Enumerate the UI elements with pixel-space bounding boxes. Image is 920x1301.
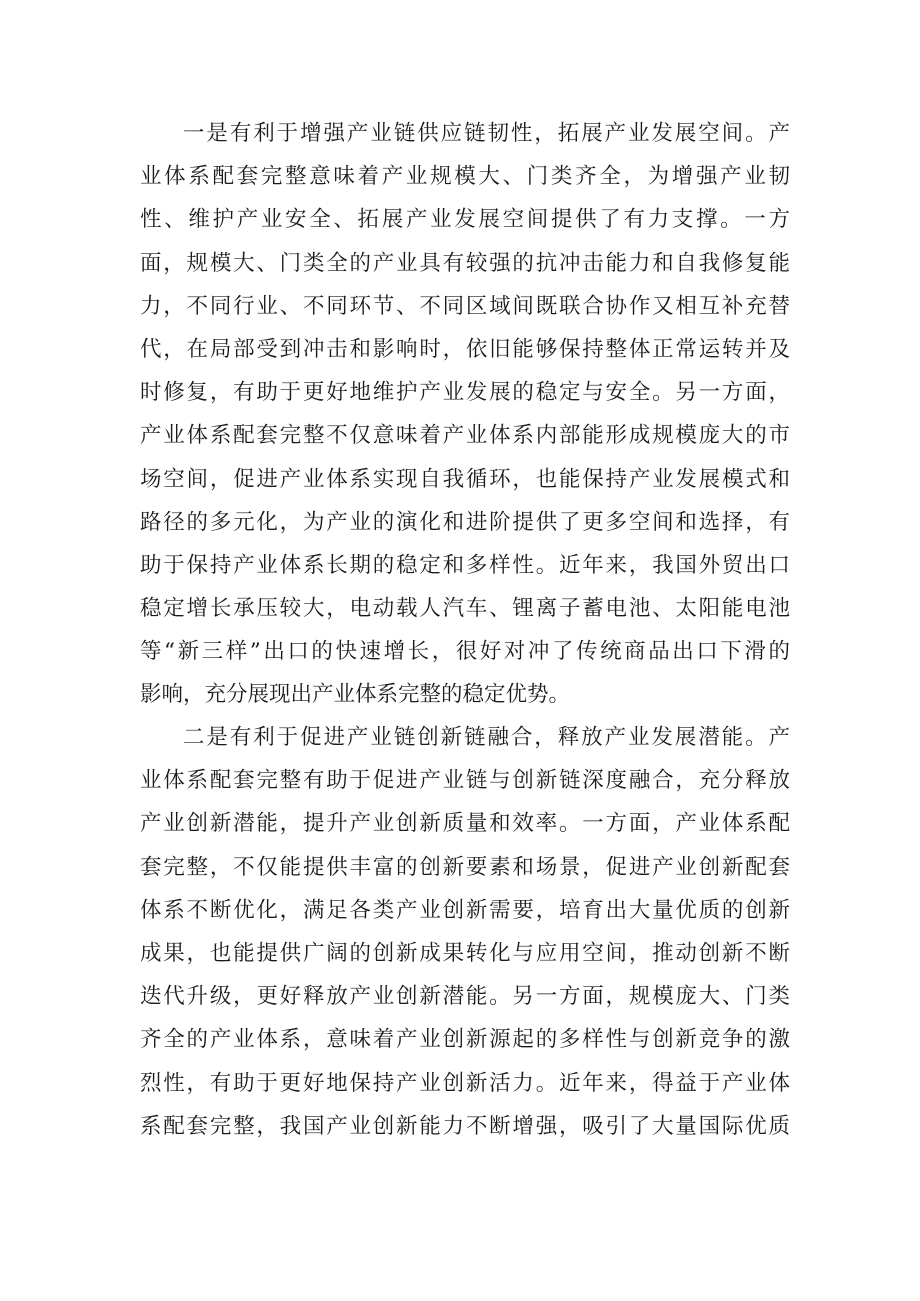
text-line: 齐全的产业体系，意味着产业创新源起的多样性与创新竞争的激 [140, 1027, 790, 1053]
paragraph-resilience [140, 112, 790, 717]
text-line: 路径的多元化，为产业的演化和进阶提供了更多空间和选择，有 [140, 509, 790, 535]
text-line: 影响，充分展现出产业体系完整的稳定优势。 [140, 682, 571, 708]
text-line: 业体系配套完整意味着产业规模大、门类齐全，为增强产业韧 [140, 164, 790, 190]
text-line: 等“新三样”出口的快速增长，很好对冲了传统商品出口下滑的 [140, 639, 790, 665]
text-line: 性、维护产业安全、拓展产业发展空间提供了有力支撑。一方 [140, 207, 790, 233]
text-line: 体系不断优化，满足各类产业创新需要，培育出大量优质的创新 [140, 897, 790, 923]
text-line: 产业体系配套完整不仅意味着产业体系内部能形成规模庞大的市 [140, 423, 790, 449]
text-line: 场空间，促进产业体系实现自我循环，也能保持产业发展模式和 [140, 466, 790, 492]
text-line: 代，在局部受到冲击和影响时，依旧能够保持整体正常运转并及 [140, 336, 790, 362]
text-line: 成果，也能提供广阔的创新成果转化与应用空间，推动创新不断 [140, 940, 790, 966]
text-line: 助于保持产业体系长期的稳定和多样性。近年来，我国外贸出口 [140, 552, 790, 578]
text-line: 稳定增长承压较大，电动载人汽车、锂离子蓄电池、太阳能电池 [140, 596, 790, 622]
text-line: 产业创新潜能，提升产业创新质量和效率。一方面，产业体系配 [140, 811, 790, 837]
paragraph-innovation [140, 716, 790, 1148]
text-line: 系配套完整，我国产业创新能力不断增强，吸引了大量国际优质 [140, 1113, 790, 1139]
text-line: 面，规模大、门类全的产业具有较强的抗冲击能力和自我修复能 [140, 250, 790, 276]
text-line: 二是有利于促进产业链创新链融合，释放产业发展潜能。产 [183, 725, 790, 750]
text-line: 迭代升级，更好释放产业创新潜能。另一方面，规模庞大、门类 [140, 984, 790, 1010]
text-line: 业体系配套完整有助于促进产业链与创新链深度融合，充分释放 [140, 768, 790, 794]
text-line: 一是有利于增强产业链供应链韧性，拓展产业发展空间。产 [183, 121, 790, 146]
text-line: 烈性，有助于更好地保持产业创新活力。近年来，得益于产业体 [140, 1070, 790, 1096]
text-line: 套完整，不仅能提供丰富的创新要素和场景，促进产业创新配套 [140, 854, 790, 880]
text-line: 力，不同行业、不同环节、不同区域间既联合协作又相互补充替 [140, 293, 790, 319]
text-line: 时修复，有助于更好地维护产业发展的稳定与安全。另一方面， [140, 380, 790, 406]
